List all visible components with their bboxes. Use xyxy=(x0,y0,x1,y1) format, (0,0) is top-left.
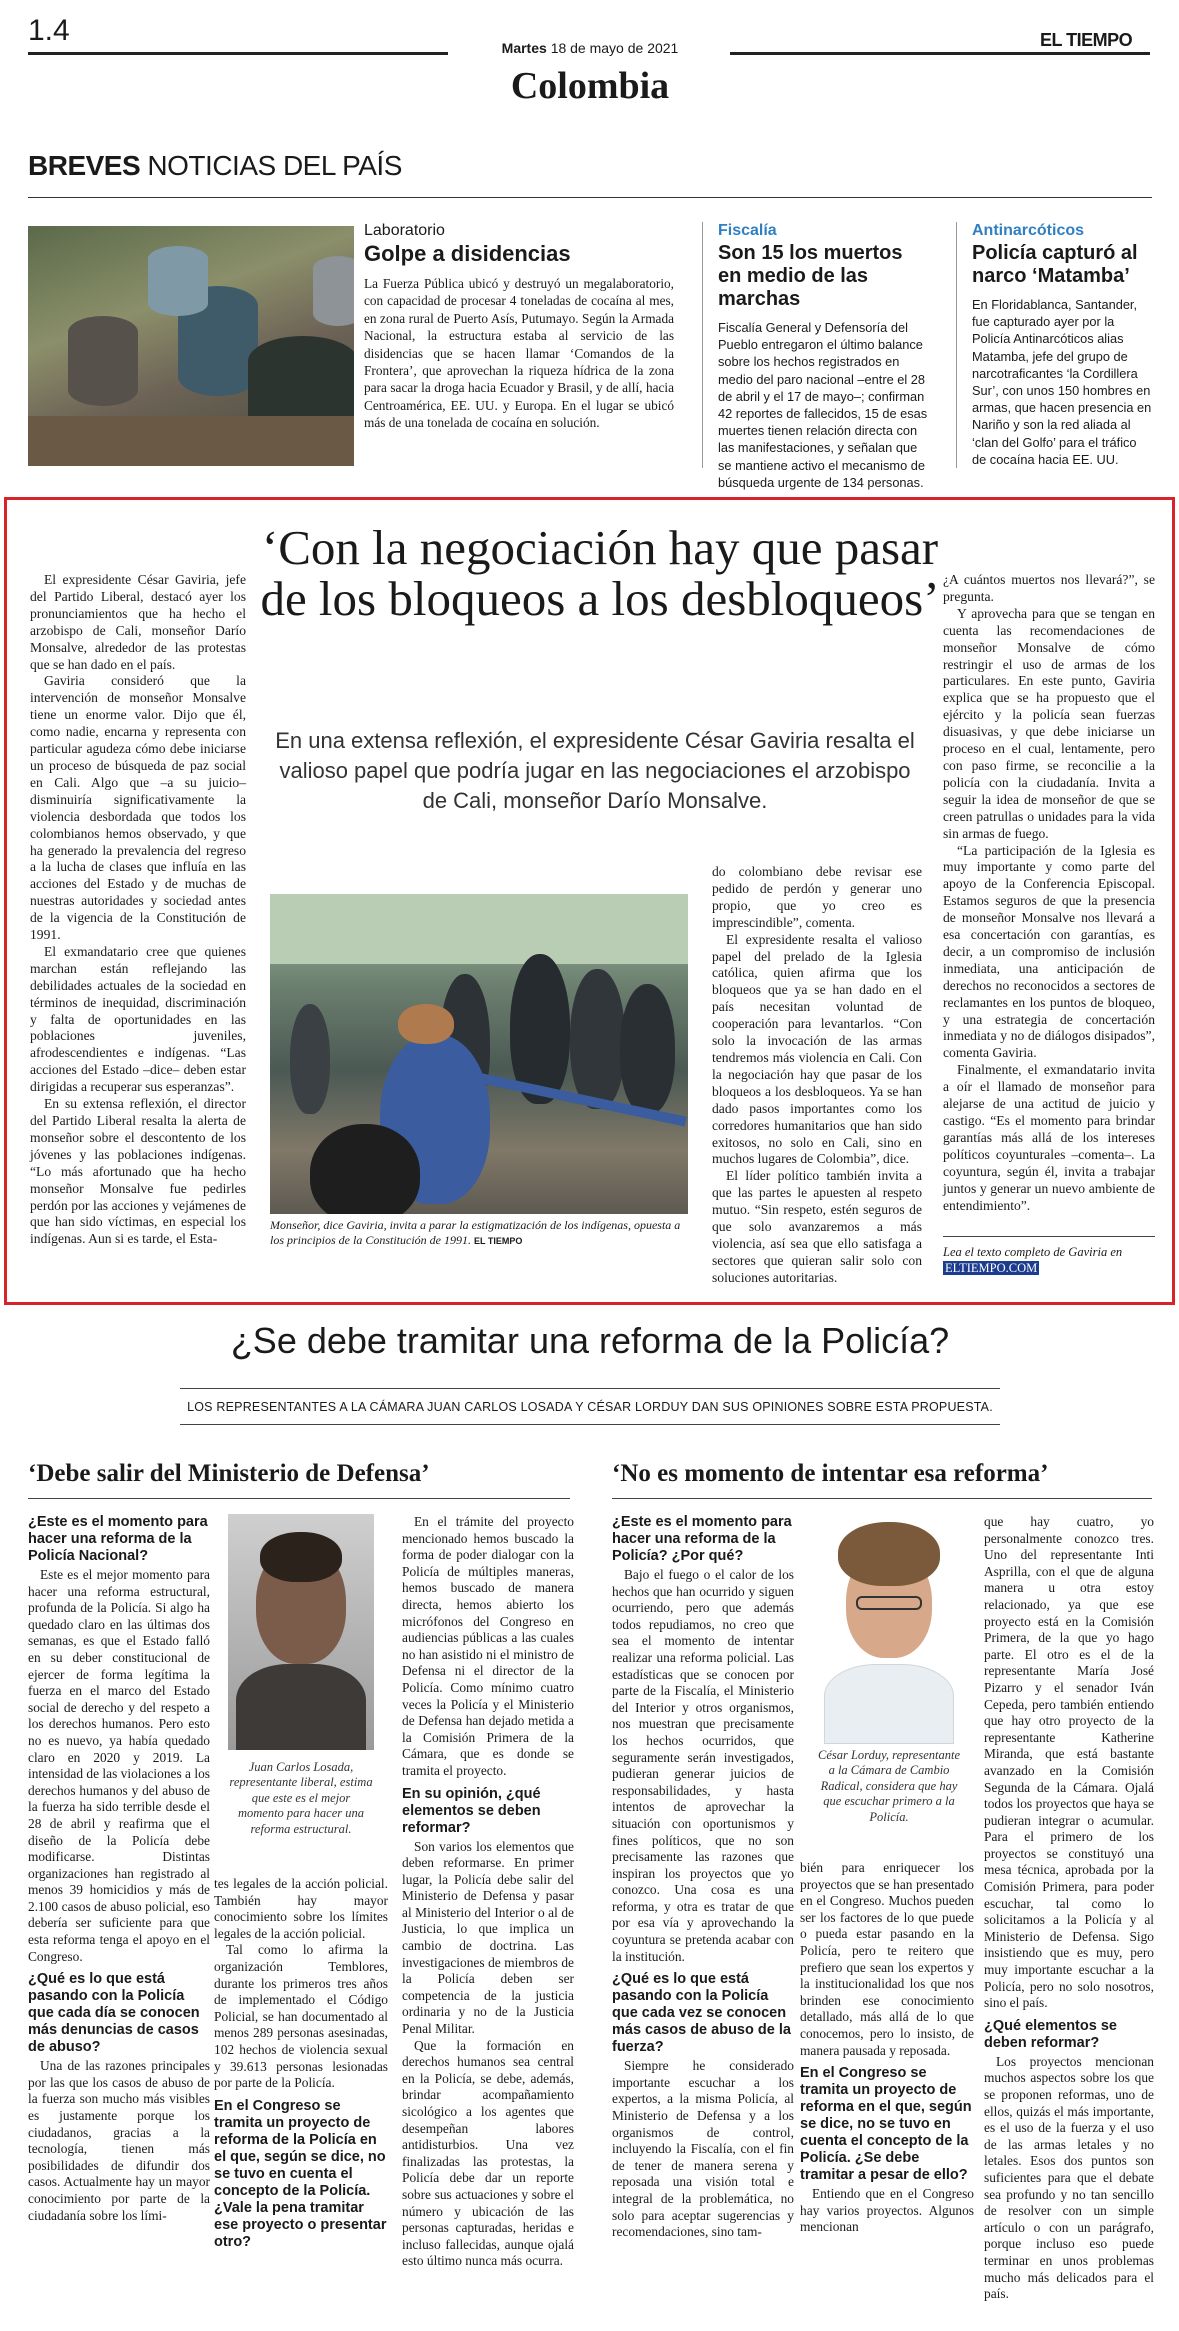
answer: Bajo el fuego o el calor de los hechos que han ocurrido y siguen ocurriendo, pero que además todos repudiamos, no creo que sea el momento de intentar realizar una reforma policial. Las estadísticas que se conocen por parte de la Fiscalía, el Ministerio del Interior y otros organismos, nos muestran que precisamente los hechos ocurridos, que seguramente serán investigados, pudieran generar juicios de responsabilidades, y hasta intentos de aprovechar la situación con oportunismos y fines políticos, que no son precisamente las razones que inspiran los proyectos que yo conozco. Una cosa es una reforma, y otra es tratar de que por esa vía y aprovechando la coyuntura se pretenda acabar con la institución. xyxy=(612,1567,794,1964)
left-column-1 xyxy=(28,1514,210,2224)
answer: Una de las razones principales por las que los casos de abuso de la fuerza son mucho más visibles es justamente porque los ciudadanos, gracias a la tecnología, tienen más posibilidades de difundir dos casos. Actualmente hay un mayor conocimiento por parte de la ciudadanía sobre los lími- xyxy=(28,2058,210,2223)
paragraph: El exmandatario cree que quienes marchan están reflejando las debilidades actuales de la sociedad en términos de inequidad, discriminación y falta de oportunidades en las poblaciones juveniles, afrodescendientes e indígenas. “Las acciones del Estado –dice– deben estar dirigidas a recuperar sus esperanzas”. xyxy=(30,943,246,1095)
answer: Este es el mejor momento para hacer una reforma estructural, profunda de la Policía. Si algo ha quedado claro en las últimas dos semanas, es que el Estado falló en su deber constitucional de ejercer de forma legítima la fuerza en el marco del Estado social de derecho y del respeto a los derechos humanos. Pero esto no es nuevo, ya había quedado claro en 2020 y 2019. La intensidad de las violaciones a los derechos humanos y del abuso de la fuerza ha sido terrible desde el 28 de abril y reafirma que el diseño de la Policía debe modificarse. Distintas organizaciones han registrado al menos 39 homicidios y más de 2.100 casos de abuso policial, eso debería ser suficiente para que esta reforma tenga el apoyo en el Congreso. xyxy=(28,1567,210,1964)
opinion-right-title: ‘No es momento de intentar esa reforma’ xyxy=(612,1460,1049,1487)
answer: Siempre he considerado importante escuchar a los expertos, a la misma Policía, al Ministerio de Defensa y a los organismos de control, incluyendo la Fiscalía, con el fin de tener de manera serena y reposada una visión total e integral de la problemática, no solo para aceptar sugerencias y recomendaciones, sino tam- xyxy=(612,2058,794,2240)
full-text-note: Lea el texto completo de Gaviria en ELTIEMPO.COM xyxy=(943,1245,1123,1275)
question: ¿Qué es lo que está pasando con la Policía que cada vez se conocen más casos de abuso de la fuerza? xyxy=(612,1971,791,2056)
brief-text: En Floridablanca, Santander, fue capturado ayer por la Policía Antinarcóticos alias Matamba, jefe del grupo de narcotraficantes ‘la Cordillera Sur’, con unos 150 hombres en armas, que hacen presencia en Nariño y son la red aliada al ‘clan del Golfo’ para el tráfico de cocaína hacia EE. UU. xyxy=(972,297,1152,467)
paragraph: do colombiano debe revisar ese pedido de perdón y generar uno propio, que yo creo es imprescindible”, comenta. xyxy=(712,864,922,930)
losada-caption: Juan Carlos Losada, representante liberal, estima que este es el mejor momento para hacer una reforma estructural. xyxy=(229,1760,373,1836)
paragraph: Gaviria consideró que la intervención de monseñor Monsalve tiene un enorme valor. Dijo que él, como nadie, encarna y representa con particular agudeza cómo debe iniciarse un proceso de búsqueda de paz social en Cali. Algo que –a su juicio– disminuiría significativamente la violencia desbordada que todos los colombianos hemos observado, y que ha generado la prevalencia del regreso a la lucha de clases que influía en las acciones del Estado y de muchas de nuestras autoridades y sociedad antes de la vigencia de la Constitución de 1991. xyxy=(30,673,246,943)
question: En el Congreso se tramita un proyecto de reforma de la Policía en el que, según se dice, no se tuvo en cuenta el concepto de la Policía. ¿Vale la pena tramitar ese proyecto o presentar otro? xyxy=(214,2097,387,2250)
debate-rule-bottom xyxy=(180,1424,1000,1425)
breves-rule xyxy=(28,197,1152,198)
brief-title: Golpe a disidencias xyxy=(364,241,571,266)
answer: Tal como lo afirma la organización Temblores, durante los primeros tres años de implementado el Código Policial, se han documentado al menos 289 personas asesinadas, 102 hechos de violencia sexual y 39.613 personas lesionadas por parte de la Policía. xyxy=(214,1942,388,2091)
paragraph: Y aprovecha para que se tengan en cuenta las recomendaciones de monseñor Monsalve de cómo restringir el uso de armas de los particulares. En este punto, Gaviria explica que se ha propuesto que el ejército y la policía sean fuerzas disuasivas, y que debe iniciarse un proceso en el cual, lentamente, pero con paso firme, se reconcilie a la policía con la ciudadanía. Invita a seguir la idea de monseñor de que se creen patrullas o unidades para la vida sin armas de fuego. xyxy=(943,605,1155,841)
question: En su opinión, ¿qué elementos se deben reformar? xyxy=(402,1785,541,1836)
section-title: Colombia xyxy=(510,65,670,107)
answer: Son varios los elementos que deben reformarse. En primer lugar, la Policía debe salir del Ministerio de Defensa y pasar al Ministerio del Interior o al de Justicia, lo que implica un cambio de doctrina. Las investigaciones de miembros de la Policía deben ser competencia de la justicia ordinaria y no de la Justicia Penal Militar. xyxy=(402,1838,574,2037)
left-column-2 xyxy=(214,1876,388,2251)
brand-logo: EL TIEMPO xyxy=(1040,30,1133,50)
feature-deck: En una extensa reflexión, el expresidente César Gaviria resalta el valioso papel que podría jugar en las negociaciones el arzobispo de Cali, monseñor Darío Monsalve. xyxy=(275,728,915,813)
photo-credit: EL TIEMPO xyxy=(474,1236,523,1246)
paragraph: “La participación de la Iglesia es muy importante y como parte del apoyo de la Conferencia Episcopal. Estamos seguros de que la presencia de monseñor Monsalve nos llevará a esa concertación con garantías, es decir, a un compromiso de inclusión inmediata, una anticipación de derechos no reconocidos a sectores de reclamantes en los puntos de bloqueo, y una estrategia de concertación inmediata y no de diálogos disipados”, comenta Gaviria. xyxy=(943,842,1155,1061)
masthead-rule-right xyxy=(730,52,1150,55)
brief-kicker: Fiscalía xyxy=(718,222,777,239)
debate-deck: LOS REPRESENTANTES A LA CÁMARA JUAN CARLOS LOSADA Y CÉSAR LORDUY DAN SUS OPINIONES SOBRE ESTA PROPUESTA. xyxy=(187,1400,993,1414)
feature-column-3 xyxy=(712,864,922,1287)
brief-text: Fiscalía General y Defensoría del Pueblo entregaron el último balance sobre los hechos registrados en medio del paro nacional –entre el 28 de abril y el 17 de mayo–; confirman 42 reportes de fallecidos, 15 de esas muertes tienen relación directa con las manifestaciones, y señalan que se mantiene activo el mecanismo de búsqueda urgente de 134 personas. xyxy=(718,320,928,490)
lorduy-photo xyxy=(816,1514,962,1744)
lab-photo xyxy=(28,226,354,466)
feature-column-4 xyxy=(943,572,1155,1214)
issue-date: Martes 18 de mayo de 2021 xyxy=(501,40,679,56)
answer: Los proyectos mencionan muchos aspectos sobre los que se proponen reformas, uno de ellos, quizás el más importante, es el uso de la fuerza y el uso de las armas letales y no letales. Esos dos puntos son suficientes para que el debate sea profundo y no tan sencillo de resolver con un simple artículo o con un parágrafo, porque incluso eso puede terminar en unos problemas mucho más delicados para el país. xyxy=(984,2053,1154,2302)
paragraph: En su extensa reflexión, el director del Partido Liberal resalta la alerta de monseñor sobre el descontento de los jóvenes y las poblaciones indígenas. “Lo más afortunado que ha hecho monseñor Monsalve fue pedirles perdón por las acciones y vejámenes de que han sido víctimas, en especial los indígenas. Aun si es tarde, el Esta- xyxy=(30,1096,246,1247)
breves-header: BREVES NOTICIAS DEL PAÍS xyxy=(28,150,402,181)
brief-antinarcoticos xyxy=(972,222,1152,468)
debate-headline: ¿Se debe tramitar una reforma de la Policía? xyxy=(230,1320,950,1361)
answer: En el trámite del proyecto mencionado hemos buscado la forma de poder dialogar con la Policía de múltiples maneras, hemos buscado de manera directa, hemos abierto los micrófonos del Congreso en audiencias públicas a las cuales no han asistido ni el ministro de Defensa ni el director de la Policía. Como mínimo cuatro veces la Policía y el Ministerio de Defensa han dejado metida a la Comisión Primera de la Cámara, que es donde se tramita el proyecto. xyxy=(402,1514,574,1778)
paragraph: El líder político también invita a que las partes le apuesten al respeto mutuo. “Sin respeto, estén seguros de que solo avanzaremos a más violencia, así sea que ello satisfaga a sectores que quieran salir solo con soluciones autoritarias. xyxy=(712,1168,922,1285)
paragraph: Finalmente, el exmandatario invita a oír el llamado de monseñor para alejarse de una actitud de juicio y castigo. “Es el momento para brindar garantías más allá de los intereses políticos coyunturales –comenta–. La coyuntura, según él, invita a trabajar juntos y generar un nuevo ambiente de entendimiento”. xyxy=(943,1062,1155,1213)
debate-rule-top xyxy=(180,1388,1000,1389)
right-column-2 xyxy=(800,1860,974,2236)
brief-title: Policía capturó al narco ‘Matamba’ xyxy=(972,242,1138,287)
opinion-left-title: ‘Debe salir del Ministerio de Defensa’ xyxy=(28,1460,430,1487)
brief-divider xyxy=(956,222,957,468)
left-column-3 xyxy=(402,1514,574,2270)
question: ¿Este es el momento para hacer una reforma de la Policía Nacional? xyxy=(28,1514,208,1564)
brief-title: Son 15 los muertos en medio de las marchas xyxy=(718,242,903,310)
opinion-right-rule xyxy=(612,1498,1152,1499)
protest-photo xyxy=(270,894,688,1214)
brief-fiscalia xyxy=(718,222,930,491)
photo-caption: Monseñor, dice Gaviria, invita a parar la estigmatización de los indígenas, opuesta a los principios de la Constitución de 1991. EL TIEMPO xyxy=(270,1218,681,1247)
question: ¿Qué elementos se deben reformar? xyxy=(984,2017,1117,2051)
question: ¿Este es el momento para hacer una reforma de la Policía? ¿Por qué? xyxy=(612,1514,792,1564)
brief-kicker: Laboratorio xyxy=(364,222,445,239)
question: En el Congreso se tramita un proyecto de reforma en el que, según se dice, no se tuvo en cuenta el concepto de la Policía. ¿Se debe tramitar a pesar de ello? xyxy=(800,2065,972,2184)
eltiempo-link[interactable]: ELTIEMPO.COM xyxy=(945,1261,1038,1275)
opinion-left-rule xyxy=(28,1498,570,1499)
feature-headline: ‘Con la negociación hay que pasar de los bloqueos a los desbloqueos’ xyxy=(260,520,940,626)
answer: Que la formación en derechos humanos sea central en la Policía, se debe, además, brindar acompañamiento sicológico a los agentes que desempeñan labores antidisturbios. Una vez finalizadas las protestas, la Policía debe dar un reporte sobre sus actuaciones y sobre el número y ubicación de las personas capturadas, heridas e incluso fallecidas, aunque ojalá esto último nunca más ocurra. xyxy=(402,2037,574,2269)
link-rule xyxy=(943,1236,1155,1237)
answer: bién para enriquecer los proyectos que se han presentado en el Congreso. Muchos pueden ser los factores de lo que puede o pueda estar pasando en la Policía, pero te reitero que prefiero que sean los expertos y la institucionalidad los que nos brinden ese conocimiento detallado, más allá de lo que conocemos, pero lo insisto, de manera pausada y reposada. xyxy=(800,1860,974,2058)
answer: que hay cuatro, yo personalmente conozco tres. Uno del representante Inti Asprilla, con el que de alguna manera u otra estoy relacionado, ya que ese proyecto está en la Comisión Primera, de la que yo hago parte. El otro es el de la representante María José Pizarro y el senador Iván Cepeda, pero también entiendo que hay otro proyecto de la representante Katherine Miranda, que está bastante avanzado en la Comisión Segunda de la Cámara. Ojalá todos los proyectos que haya se pudieran integrar o acumular. Para el primero de los proyectos se constituyó una mesa técnica, aprobada por la Comisión Primera, para poder escuchar, tal como lo solicitamos a la Policía y al Ministerio de Defensa. Sigo insistiendo que es muy, pero muy importante escuchar a la Policía, pero no solo nosotros, sino el país. xyxy=(984,1514,1154,2011)
losada-photo xyxy=(228,1514,374,1750)
paragraph: El expresidente resalta el valioso papel del prelado de la Iglesia católica, quien afirma que los bloqueos que ya se han dado en el país necesitan voluntad de cooperación para levantarlos. “Con solo la invocación de las armas tendremos más violencia en Cali. Con la negociación hay que pasar de los bloqueos a los desbloqueos. Ya se han dado pasos importantes como los corredores humanitarios que han sido exitosos, no solo en Cali, sino en muchos lugares de Colombia”, dice. xyxy=(712,931,922,1167)
feature-column-1 xyxy=(30,572,246,1248)
brief-divider xyxy=(702,222,703,468)
masthead-rule-left xyxy=(28,52,448,55)
answer: Entiendo que en el Congreso hay varios proyectos. Algunos mencionan xyxy=(800,2186,974,2235)
answer: tes legales de la acción policial. También hay mayor conocimiento sobre los límites legales de la acción policial. xyxy=(214,1876,388,1941)
page-number: 1.4 xyxy=(28,14,70,47)
brief-laboratorio xyxy=(364,222,674,432)
paragraph: El expresidente César Gaviria, jefe del Partido Liberal, destacó ayer los pronunciamientos que ha hecho el arzobispo de Cali, monseñor Darío Monsalve, alrededor de las protestas que se han dado en el país. xyxy=(30,572,246,672)
paragraph: ¿A cuántos muertos nos llevará?”, se pregunta. xyxy=(943,572,1155,604)
brief-kicker: Antinarcóticos xyxy=(972,222,1085,239)
brief-text: La Fuerza Pública ubicó y destruyó un megalaboratorio, con capacidad de procesar 4 toneladas de cocaína al mes, en zona rural de Puerto Asís, Putumayo. Según la Armada Nacional, la estructura estaba al servicio de las disidencias que se hacen llamar ‘Comandos de la Frontera’, que aprovechan la riqueza hídrica de la zona para sacar la droga hacia Ecuador y Brasil, y de allí, hacia Centroamérica, EE. UU. y Europa. En el lugar se ubicó más de una tonelada de cocaína en solución. xyxy=(364,276,674,431)
right-column-3 xyxy=(984,1514,1154,2303)
right-column-1 xyxy=(612,1514,794,2241)
lorduy-caption: César Lorduy, representante a la Cámara de Cambio Radical, considera que hay que escuchar primero a la Policía. xyxy=(817,1748,960,1824)
question: ¿Qué es lo que está pasando con la Policía que cada día se conocen más denuncias de casos de abuso? xyxy=(28,1971,200,2056)
